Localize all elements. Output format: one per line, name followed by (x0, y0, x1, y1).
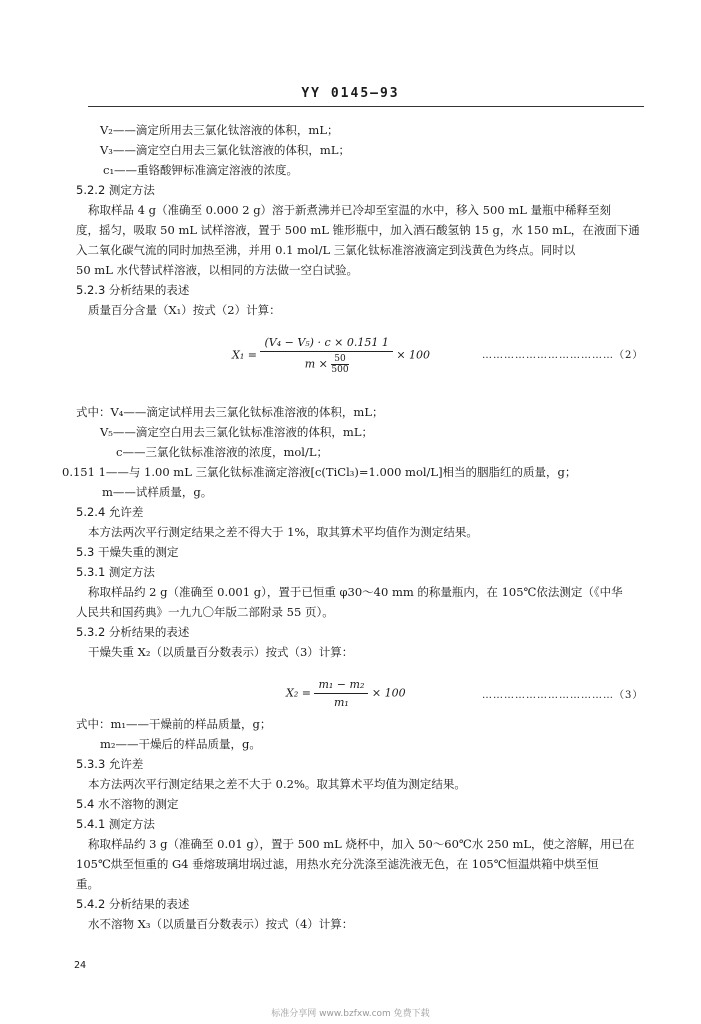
def-c1: c₁——重铬酸钾标准滴定溶液的浓度。 (103, 163, 299, 177)
formula-2 (232, 336, 430, 375)
page-number: 24 (74, 960, 87, 971)
formula-2-denominator (260, 352, 392, 375)
para-line: 105℃烘至恒重的 G4 垂熔玻璃坩埚过滤，用热水充分洗涤至滤洗液无色，在 105℃恒温烘箱中烘至恒 (76, 857, 599, 871)
def-m: m——试样质量，g。 (102, 485, 213, 499)
section-5-2-4: 5.2.4 允许差 (76, 505, 144, 519)
para-line: 称取样品约 2 g（准确至 0.001 g），置于已恒重 φ30～40 mm 的称量瓶内，在 105℃依法测定（《中华 (88, 585, 623, 599)
section-5-3-2: 5.3.2 分析结果的表述 (76, 625, 190, 639)
formula-2-lhs: X₁ = (232, 348, 257, 362)
section-5-2-2: 5.2.2 测定方法 (76, 183, 155, 197)
para-line: 称取样品约 3 g（准确至 0.01 g），置于 500 mL 烧杯中，加入 50～60℃水 250 mL，使之溶解，用已在 (88, 837, 635, 851)
formula-2-number: ………………………………（2） (482, 350, 644, 361)
def-v3: V₃——滴定空白用去三氯化钛溶液的体积，mL； (100, 143, 350, 157)
section-5-2-3: 5.2.3 分析结果的表述 (76, 283, 190, 297)
para-line: 重。 (76, 877, 99, 891)
formula-2-fraction (260, 336, 392, 375)
watermark-footer: 标准分享网 www.bzfxw.com 免费下载 (271, 1009, 430, 1019)
section-5-3: 5.3 干燥失重的测定 (76, 545, 179, 559)
para-line: 干燥失重 X₂（以质量百分数表示）按式（3）计算： (88, 645, 354, 659)
para-line: 入二氧化碳气流的同时加热至沸，并用 0.1 mol/L 三氯化钛标准溶液滴定到浅黄色为终点。同时以 (76, 243, 576, 257)
def-v5: V₅——滴定空白用去三氯化钛标准溶液的体积，mL； (100, 425, 373, 439)
para-line: 水不溶物 X₃（以质量百分数表示）按式（4）计算： (88, 917, 354, 931)
formula-3-tail: × 100 (371, 686, 406, 700)
section-5-4-1: 5.4.1 测定方法 (76, 817, 155, 831)
formula-2-den-frac-num: 50 (331, 354, 348, 365)
def-v2: V₂——滴定所用去三氯化钛溶液的体积，mL； (100, 123, 339, 137)
formula-3-numerator: m₁ − m₂ (314, 678, 368, 694)
para-line: 称取样品 4 g（准确至 0.000 2 g）溶于新煮沸并已冷却至室温的水中，移入 500 mL 量瓶中稀释至刻 (88, 203, 612, 217)
formula-3-denominator: m₁ (333, 696, 349, 709)
formula-2-den-m: m × (304, 357, 328, 371)
formula-3-number: ………………………………（3） (482, 690, 644, 701)
formula-2-den-frac-den: 500 (331, 365, 349, 375)
formula-3 (286, 678, 406, 709)
def-m1: 式中：m₁——干燥前的样品质量，g； (76, 717, 272, 731)
para-line: 50 mL 水代替试样溶液，以相同的方法做一空白试验。 (76, 263, 358, 277)
para-line: 人民共和国药典》一九九〇年版二部附录 55 页）。 (76, 605, 334, 619)
para-line: 质量百分含量（X₁）按式（2）计算： (88, 303, 281, 317)
section-5-4-2: 5.4.2 分析结果的表述 (76, 897, 190, 911)
section-5-4: 5.4 水不溶物的测定 (76, 797, 179, 811)
formula-2-tail: × 100 (396, 348, 431, 362)
formula-3-fraction (314, 678, 368, 709)
def-v4: 式中：V₄——滴定试样用去三氯化钛标准溶液的体积，mL； (76, 405, 384, 419)
section-5-3-1: 5.3.1 测定方法 (76, 565, 155, 579)
para-line: 本方法两次平行测定结果之差不大于 0.2%。取其算术平均值为测定结果。 (88, 777, 466, 791)
formula-3-lhs: X₂ = (286, 686, 311, 700)
def-constant: 0.151 1——与 1.00 mL 三氯化钛标准滴定溶液[c(TiCl₃)=1.000 mol/L]相当的胭脂红的质量，g； (62, 465, 577, 479)
formula-2-numerator: (V₄ − V₅) · c × 0.151 1 (260, 336, 392, 352)
standard-code-header: YY 0145—93 (301, 86, 400, 101)
formula-2-den-fraction (331, 354, 348, 375)
header-rule (88, 106, 644, 107)
def-c: c——三氯化钛标准溶液的浓度，mol/L； (116, 445, 328, 459)
section-5-3-3: 5.3.3 允许差 (76, 757, 144, 771)
para-line: 本方法两次平行测定结果之差不得大于 1%，取其算术平均值作为测定结果。 (88, 525, 478, 539)
def-m2: m₂——干燥后的样品质量，g。 (100, 737, 261, 751)
para-line: 度，摇匀，吸取 50 mL 试样溶液，置于 500 mL 锥形瓶中，加入酒石酸氢钠 15 g，水 150 mL，在液面下通 (76, 223, 640, 237)
